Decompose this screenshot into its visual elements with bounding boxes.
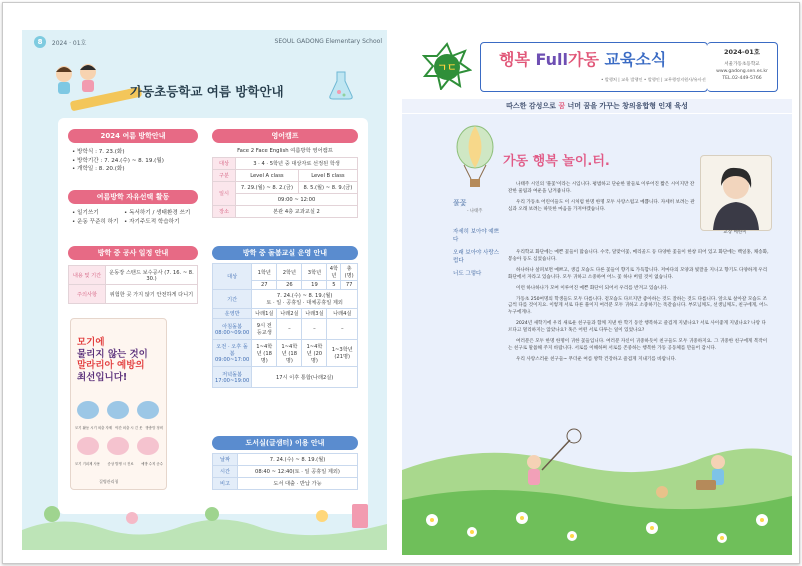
- table-cell: 총(명): [341, 264, 358, 281]
- doctor-icon: [107, 437, 129, 455]
- principal-caption: 교장 배한미: [723, 230, 747, 235]
- table-cell: 9시 전 등교생: [252, 319, 277, 340]
- table-cell: 17시 이후 통합(나래2실): [252, 367, 358, 388]
- clothing-icon: [107, 401, 129, 419]
- table-row: [213, 264, 358, 281]
- letter-paragraph: 이런 하나하나가 모여 이루어진 예쁜 화단이 되어서 우리를 반겨고 있습니다.: [516, 285, 669, 291]
- poster-captions-row2: [75, 461, 163, 466]
- table-row: [69, 285, 198, 304]
- table-row: [213, 466, 358, 478]
- library-heading: 도서실(글샘터) 이용 안내: [212, 436, 358, 450]
- table-cell: 나래2실: [277, 309, 302, 319]
- table-cell: –: [302, 319, 327, 340]
- table-cell: 아침돌봄 08:00~09:00: [213, 319, 252, 340]
- school-opening: • 개학일 : 8. 20.(화): [72, 165, 202, 174]
- activity-item: • 독서하기 / 생태환경 쓰기: [124, 209, 204, 218]
- letter-paragraph: 우리 사랑스러운 친구들~ 무더운 여름 방학 건강하고 즐겁게 지내기를 바랍니다.: [516, 356, 677, 362]
- table-cell: –: [277, 319, 302, 340]
- principal-letter-top: [508, 182, 696, 218]
- table-cell: 77: [341, 281, 358, 290]
- table-cell: –: [327, 319, 358, 340]
- table-cell: 09:00 ~ 12:00: [236, 194, 358, 206]
- page-number: 8: [34, 36, 46, 48]
- english-camp-heading: 영어캠프: [212, 129, 358, 143]
- table-cell: 1~4학년 (18명): [252, 340, 277, 367]
- letter-paragraph: 2024년 새학기에 우리 새로운 친구들과 함께 지낸 한 학기 동안 행복하고 즐겁게 지냈나요? 서로 사이좋게 지냈나요? 나랑 다르다고 멀리하지는 않았나요? 혹은 어떤 서로 다투는 일이 있었나요?: [508, 321, 766, 334]
- table-row: [213, 309, 358, 319]
- principal-photo: [700, 155, 772, 231]
- table-cell: 1~4학년 (20명): [302, 340, 327, 367]
- table-row: [213, 206, 358, 218]
- table-cell: 1학년: [252, 264, 277, 281]
- activities-heading: 여름방학 자유선택 활동: [68, 190, 198, 204]
- english-camp-table: [212, 157, 358, 218]
- table-cell: 7. 29.(월) ~ 8. 2.(금): [236, 182, 299, 194]
- issue-number: 2024-01호: [723, 48, 761, 56]
- table-cell: Level A class: [236, 170, 299, 182]
- table-cell: 내용 및 기간: [69, 266, 106, 285]
- motto-highlight: 꿈: [558, 102, 566, 110]
- svg-text:ㄱㄷ: ㄱㄷ: [437, 63, 457, 74]
- table-cell: 1~3학년 (21명): [327, 340, 358, 367]
- table-cell: 나래4실: [327, 309, 358, 319]
- vacation-period: • 방학기간 : 7. 24.(수) ~ 8. 19.(월): [72, 157, 202, 166]
- vacation-ceremony: • 방학식 : 7. 23.(화): [72, 148, 202, 157]
- table-cell: 26: [277, 281, 302, 290]
- window-screen-icon: [137, 401, 159, 419]
- care-heading: 방학 중 돌봄교실 운영 안내: [212, 246, 358, 260]
- table-cell: 운동장 스탠드 보수공사 (7. 16. ~ 8. 30.): [106, 266, 198, 285]
- issue-box: [707, 42, 778, 92]
- table-cell: 7. 24.(수) ~ 8. 19.(월): [238, 454, 358, 466]
- masthead-title: [499, 47, 666, 70]
- issue-website: www.gadong.sen.es.kr: [716, 69, 768, 74]
- table-cell: 저녁돌봄 17:00~19:00: [213, 367, 252, 388]
- activities-col1: [72, 209, 132, 226]
- poem-title: 풀꽃: [453, 199, 467, 207]
- mosquito-icon: [77, 401, 99, 419]
- table-cell: 3 · 4 · 5학년 중 대상자로 선정된 학생: [236, 158, 358, 170]
- poster-caption: 야간 외출 시 긴 옷: [115, 426, 143, 430]
- issue-date: 2024 · 01호: [51, 40, 87, 47]
- vacation-heading: 2024 여름 방학안내: [68, 129, 198, 143]
- principal-letter-bottom: [508, 250, 770, 368]
- table-cell: Level B class: [298, 170, 357, 182]
- flask-icon: [328, 70, 354, 100]
- table-cell: 장소: [213, 206, 236, 218]
- care-table: [212, 263, 358, 388]
- activity-item: • 자기주도적 학습하기: [124, 218, 204, 227]
- table-row: [213, 340, 358, 367]
- table-cell: 8. 5.(월) ~ 8. 9.(금): [298, 182, 357, 194]
- malaria-poster: [70, 318, 167, 490]
- construction-heading: 방학 중 공사 일정 안내: [68, 246, 198, 260]
- table-row: [213, 182, 358, 194]
- table-row: [213, 319, 358, 340]
- poster-captions-row1: [75, 425, 163, 430]
- table-cell: 운영반: [213, 309, 252, 319]
- poster-line: 말라리아 예방의: [77, 360, 145, 371]
- table-cell: 도서 대출 · 반납 가능: [238, 478, 358, 490]
- masthead-part: 교육소식: [604, 50, 667, 69]
- table-cell: 대상: [213, 264, 252, 290]
- table-cell: 본관 4층 교과교실 2: [236, 206, 358, 218]
- table-cell: 비고: [213, 478, 238, 490]
- masthead-part: Full: [535, 50, 568, 69]
- poster-line: 물리지 않는 것이: [77, 348, 148, 360]
- construction-table: [68, 265, 198, 304]
- table-cell: [252, 290, 358, 309]
- table-row: [213, 170, 358, 182]
- table-row: [69, 266, 198, 285]
- poem-author: - 나태주: [467, 209, 483, 214]
- issue-school: 서울가동초등학교: [724, 62, 760, 67]
- table-cell: 2학년: [277, 264, 302, 281]
- school-logo: [422, 42, 472, 90]
- issue-tel: TEL.02-449-5766: [722, 76, 762, 81]
- care-period: 7. 24.(수) ~ 8. 19.(월): [276, 293, 333, 299]
- table-row: [213, 290, 358, 309]
- table-cell: 위험한 곳 가지 않기 안전하게 다니기: [106, 285, 198, 304]
- table-cell: 27: [252, 281, 277, 290]
- letter-paragraph: 가동초 250여명의 학생들도 모두 다릅니다. 겉모습도 다르지만 좋아하는 것도 잘하는 것도 다릅니다. 앞으로 살아갈 모습도 조금씩 다를 것이지요. 이렇게 서로 다른 풀이지 여러분 모두 귀하고 소중하기는 똑같습니다. 부모님께도, 선생님께도, 친구에게, 어느 누구에게나.: [508, 296, 768, 316]
- letter-paragraph: 나태주 시인의 '풀꽃'이라는 시입니다. 평범하고 단순한 말들로 이루어진 짧은 시이지만 잔잔한 울림과 여운을 남겨줍니다.: [508, 182, 695, 194]
- meadow-illustration: [402, 400, 792, 555]
- table-cell: 나래1실: [252, 309, 277, 319]
- masthead-part: 행복: [499, 50, 536, 69]
- table-cell: 날짜: [213, 454, 238, 466]
- table-cell: 4학년: [327, 264, 341, 281]
- poster-caption: 증상 발생 시 진료: [107, 462, 134, 466]
- hot-air-balloon-icon: [452, 125, 498, 189]
- poster-caption: 모기 활동 시기 외출 자제: [75, 426, 113, 430]
- activity-item: • 일기쓰기: [72, 209, 132, 218]
- poster-footer: 질병관리청: [99, 479, 119, 484]
- letter-paragraph: 여러분은 모두 한명 한명이 귀한 꽃들입니다. 여러분 자신이 귀중하듯이 친구들도 모두 귀중하지요. 그 귀중한 친구에게 복작이는 친구로 말씀해 주지 바랍니다. 서로를 이해하며 서로를 존중하는 행복한 가동 공동체를 만들어 갑시다.: [508, 339, 768, 351]
- table-cell: 구분: [213, 170, 236, 182]
- table-cell: 나래3실: [302, 309, 327, 319]
- issue-details: [707, 61, 777, 82]
- table-cell: 1~4학년 (18명): [277, 340, 302, 367]
- table-row: [213, 454, 358, 466]
- left-page-header: [34, 36, 382, 48]
- table-row: [213, 367, 358, 388]
- poem-line: 자세히 보아야 예쁘다: [453, 229, 500, 243]
- motto-part: 너머 꿈을 가꾸는 창의융합형 인재 육성: [565, 102, 688, 110]
- poem: [453, 199, 503, 283]
- poster-caption: 예방 수칙 준수: [141, 462, 163, 466]
- english-camp-subtitle: Face 2 Face English 여름방학 영어캠프: [237, 148, 333, 154]
- letter-paragraph: 우리 가동초 어린이들도 이 시처럼 한명 한명 모두 사랑스럽고 예쁩니다. 자세히 보려는 관심과 오래 보려는 따뜻한 마음을 가져야겠습니다.: [508, 199, 695, 212]
- poem-line: 너도 그렇다: [453, 271, 482, 277]
- table-cell: 시간: [213, 466, 238, 478]
- table-row: [213, 158, 358, 170]
- left-page-title: 가동초등학교 여름 방학안내: [130, 84, 284, 99]
- masthead-part: 가동: [567, 50, 605, 69]
- letter-paragraph: 하나하나 살펴보면 예쁘고, 생김 모습도 다른 꽃들이 향기로 가득합니다. 저마다의 모양과 빛깔을 지니고 향기도 다양하게 우리 화단에서 자라고 있습니다. 모두 귀하고 소중하여 어느 꽃 하나 버릴 것이 없습니다.: [508, 267, 768, 280]
- poster-line: 최선입니다!: [77, 371, 128, 383]
- school-motto: [402, 99, 792, 113]
- motto-part: 따스한 감성으로: [506, 102, 559, 110]
- left-page-border-decoration: [22, 484, 387, 550]
- poster-icons-row1: [77, 401, 159, 423]
- vacation-list: [72, 148, 202, 174]
- repellent-icon: [77, 437, 99, 455]
- activity-item: • 운동 꾸준히 하기: [72, 218, 132, 227]
- table-cell: 주의사항: [69, 285, 106, 304]
- checklist-icon: [137, 437, 159, 455]
- feature-title: 가동 행복 놀이.터.: [503, 154, 610, 169]
- table-cell: 기간: [213, 290, 252, 309]
- poem-line: 오래 보아야 사랑스럽다: [453, 250, 500, 264]
- care-period-note: 토 · 일 · 공휴일 · 대체공휴일 제외: [266, 300, 343, 306]
- poster-caption: 방충망 정비: [145, 426, 163, 430]
- poster-line: 모기에: [77, 337, 105, 348]
- table-cell: 19: [302, 281, 327, 290]
- poster-caption: 모기 기피제 사용: [75, 462, 101, 466]
- table-cell: 오전 · 오후 돌봄 09:00~17:00: [213, 340, 252, 367]
- activities-col2: [124, 209, 204, 226]
- masthead-publisher: • 발행처 | 교육 발행인 • 발행인 | 교무행정지원사/유사선: [601, 77, 706, 82]
- table-cell: 대상: [213, 158, 236, 170]
- masthead-box: [480, 42, 708, 92]
- table-cell: 08:40 ~ 12:40(토 · 일 공휴일 제외): [238, 466, 358, 478]
- table-cell: 3학년: [302, 264, 327, 281]
- table-cell: 일시: [213, 182, 236, 206]
- poster-headline: [77, 337, 148, 383]
- letter-paragraph: 우리학교 화단에는 예쁜 꽃들이 많습니다. 수국, 달맞이꽃, 메리골드 등 다양한 꽃들이 한창 피어 있고 화단에는 백일홍, 채송화, 봉숭아 등도 심었습니다.: [508, 250, 769, 262]
- poster-icons-row2: [77, 437, 159, 459]
- school-english-name: SEOUL GADONG Elementary School: [274, 38, 382, 45]
- table-cell: 5: [327, 281, 341, 290]
